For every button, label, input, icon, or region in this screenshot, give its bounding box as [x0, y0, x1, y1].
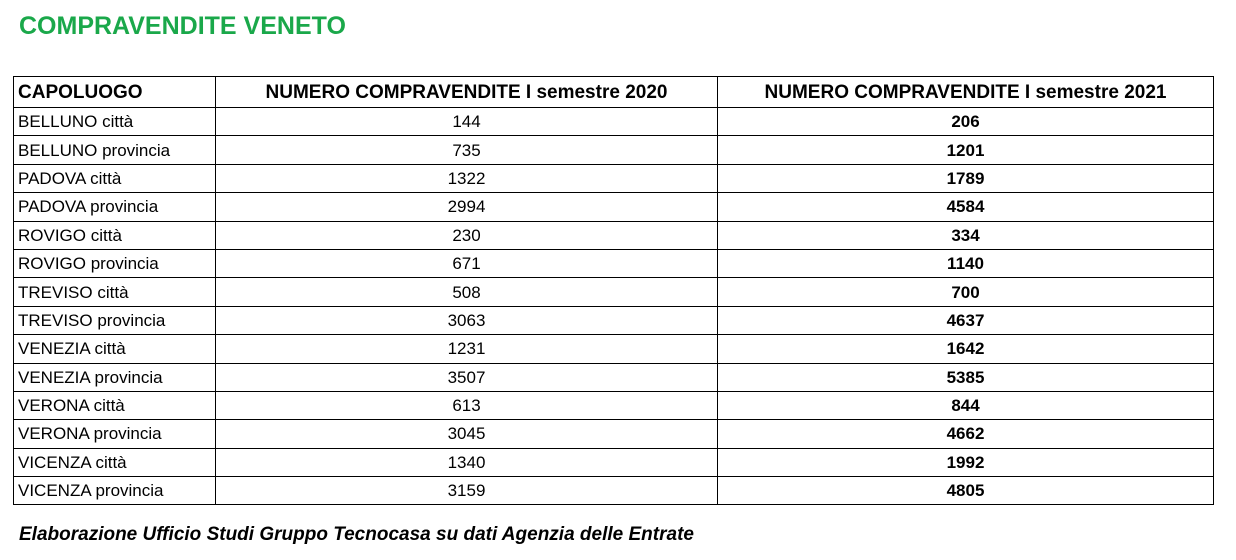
cell-capoluogo: TREVISO provincia — [14, 306, 216, 334]
cell-2020: 144 — [216, 108, 718, 136]
cell-capoluogo: BELLUNO città — [14, 108, 216, 136]
cell-capoluogo: VERONA provincia — [14, 420, 216, 448]
cell-2021: 1642 — [718, 335, 1214, 363]
table-row — [14, 221, 1214, 249]
cell-capoluogo: PADOVA città — [14, 164, 216, 192]
table-body — [14, 108, 1214, 505]
cell-capoluogo: ROVIGO provincia — [14, 249, 216, 277]
cell-capoluogo: VENEZIA provincia — [14, 363, 216, 391]
cell-2021: 700 — [718, 278, 1214, 306]
table-row — [14, 193, 1214, 221]
cell-2020: 3045 — [216, 420, 718, 448]
cell-2021: 4805 — [718, 477, 1214, 505]
cell-2020: 2994 — [216, 193, 718, 221]
cell-2020: 735 — [216, 136, 718, 164]
table-row — [14, 108, 1214, 136]
sales-table — [13, 76, 1214, 505]
table-row — [14, 278, 1214, 306]
table-row — [14, 164, 1214, 192]
cell-capoluogo: ROVIGO città — [14, 221, 216, 249]
cell-2020: 1322 — [216, 164, 718, 192]
cell-2020: 3507 — [216, 363, 718, 391]
cell-2021: 334 — [718, 221, 1214, 249]
cell-capoluogo: BELLUNO provincia — [14, 136, 216, 164]
cell-2021: 1201 — [718, 136, 1214, 164]
table-row — [14, 249, 1214, 277]
cell-2020: 508 — [216, 278, 718, 306]
cell-2021: 4637 — [718, 306, 1214, 334]
column-header-2020: NUMERO COMPRAVENDITE I semestre 2020 — [216, 77, 718, 108]
cell-2020: 3159 — [216, 477, 718, 505]
table-row — [14, 306, 1214, 334]
table-row — [14, 448, 1214, 476]
cell-2021: 844 — [718, 391, 1214, 419]
table-row — [14, 136, 1214, 164]
table-row — [14, 391, 1214, 419]
page-title: COMPRAVENDITE VENETO — [19, 12, 346, 40]
source-note: Elaborazione Ufficio Studi Gruppo Tecnocasa su dati Agenzia delle Entrate — [19, 524, 694, 545]
cell-capoluogo: VERONA città — [14, 391, 216, 419]
cell-2021: 4662 — [718, 420, 1214, 448]
cell-2020: 1340 — [216, 448, 718, 476]
cell-2020: 3063 — [216, 306, 718, 334]
table-row — [14, 335, 1214, 363]
cell-2021: 1992 — [718, 448, 1214, 476]
table-row — [14, 477, 1214, 505]
cell-2020: 671 — [216, 249, 718, 277]
column-header-capoluogo: CAPOLUOGO — [14, 77, 216, 108]
cell-2020: 613 — [216, 391, 718, 419]
cell-capoluogo: VENEZIA città — [14, 335, 216, 363]
cell-2021: 1140 — [718, 249, 1214, 277]
cell-capoluogo: PADOVA provincia — [14, 193, 216, 221]
cell-2020: 230 — [216, 221, 718, 249]
cell-capoluogo: VICENZA provincia — [14, 477, 216, 505]
cell-capoluogo: TREVISO città — [14, 278, 216, 306]
table-header-row — [14, 77, 1214, 108]
cell-2021: 5385 — [718, 363, 1214, 391]
table-row — [14, 420, 1214, 448]
cell-2021: 1789 — [718, 164, 1214, 192]
cell-2021: 4584 — [718, 193, 1214, 221]
cell-2021: 206 — [718, 108, 1214, 136]
column-header-2021: NUMERO COMPRAVENDITE I semestre 2021 — [718, 77, 1214, 108]
table-row — [14, 363, 1214, 391]
cell-capoluogo: VICENZA città — [14, 448, 216, 476]
cell-2020: 1231 — [216, 335, 718, 363]
